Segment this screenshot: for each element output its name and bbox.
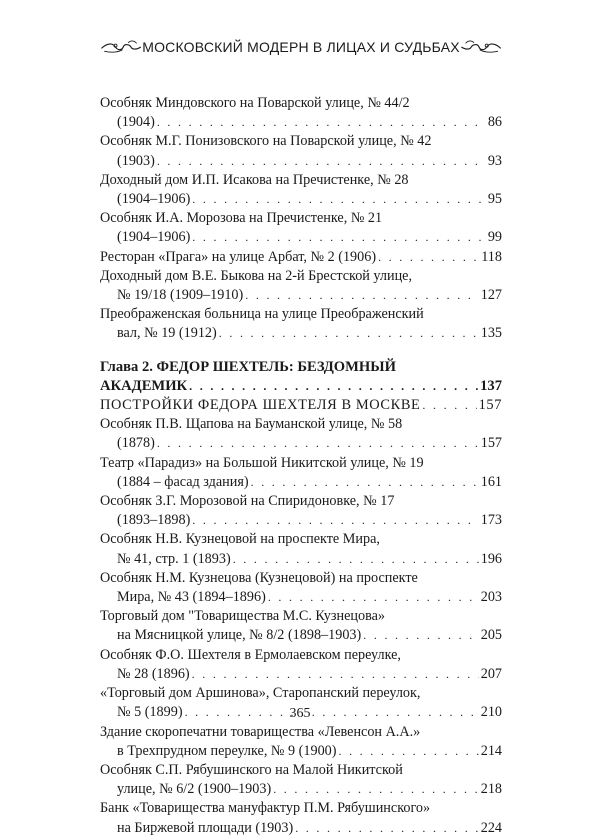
toc-page-number: 207 <box>480 665 502 682</box>
toc-page-number: 214 <box>480 742 502 759</box>
toc-entry-leader-line <box>100 588 502 607</box>
dot-leader <box>273 780 479 799</box>
dot-leader <box>363 626 478 645</box>
dot-leader <box>268 588 479 607</box>
dot-leader <box>295 819 479 838</box>
dot-leader <box>378 248 479 267</box>
toc-entry-text: № 5 (1899) <box>117 704 183 721</box>
dot-leader <box>157 152 486 171</box>
toc-entry <box>100 305 502 343</box>
dot-leader <box>219 324 479 343</box>
toc-page-number: 210 <box>480 704 502 721</box>
toc-entry-text: Доходный дом В.Е. Быкова на 2-й Брестской улице, <box>100 267 413 284</box>
toc-entry-text: (1893–1898) <box>117 512 191 529</box>
toc-page-number: 173 <box>480 512 502 529</box>
toc-entry <box>100 267 502 305</box>
toc-entry-leader-line <box>100 511 502 530</box>
toc-entry-leader-line <box>100 324 502 343</box>
table-of-contents <box>100 94 502 838</box>
toc-page-number: 99 <box>487 229 502 246</box>
dot-leader <box>233 550 479 569</box>
toc-entry <box>100 209 502 247</box>
toc-entry-leader-line <box>100 550 502 569</box>
dot-leader <box>192 190 486 209</box>
toc-page-number: 224 <box>480 819 502 836</box>
toc-page-number: 203 <box>480 589 502 606</box>
toc-entry-text: (1903) <box>117 152 155 169</box>
toc-entry <box>100 454 502 492</box>
toc-entry-leader-line <box>100 228 502 247</box>
dot-leader <box>245 286 478 305</box>
toc-page-number: 118 <box>481 248 502 265</box>
toc-entry-leader-line <box>100 780 502 799</box>
flourish-left-icon <box>100 35 142 59</box>
toc-entry-text: Мира, № 43 (1894–1896) <box>117 589 266 606</box>
toc-entry-leader-line <box>100 248 502 267</box>
toc-entry-text: Банк «Товарищества мануфактур П.М. Рябушинского» <box>100 800 431 817</box>
toc-page-number: 205 <box>480 627 502 644</box>
toc-entry <box>100 607 502 645</box>
toc-entry-text: АКАДЕМИК <box>100 377 188 394</box>
toc-entry-text: Особняк С.П. Рябушинского на Малой Никитской <box>100 761 403 778</box>
toc-entry-text: № 19/18 (1909–1910) <box>117 287 244 304</box>
dot-leader <box>192 665 479 684</box>
toc-page-number: 137 <box>480 377 502 394</box>
toc-entry-leader-line <box>100 377 502 396</box>
toc-entry-text: Глава 2. ФЕДОР ШЕХТЕЛЬ: БЕЗДОМНЫЙ <box>100 358 396 375</box>
toc-entry-text: Особняк П.В. Щапова на Бауманской улице, № 58 <box>100 416 403 433</box>
toc-entry-text: Особняк Н.В. Кузнецовой на проспекте Мира, <box>100 531 380 548</box>
dot-leader <box>189 377 478 396</box>
flourish-right-icon <box>460 35 502 59</box>
toc-entry <box>100 248 502 267</box>
toc-entry-leader-line <box>100 396 502 415</box>
dot-leader <box>251 473 479 492</box>
running-header <box>100 32 502 62</box>
toc-page-number: 218 <box>480 781 502 798</box>
toc-entry-text: Театр «Парадиз» на Большой Никитской улице, № 19 <box>100 454 424 471</box>
toc-entry-leader-line <box>100 434 502 453</box>
toc-page-number: 93 <box>487 152 502 169</box>
toc-page-number: 157 <box>478 397 502 414</box>
toc-entry <box>100 799 502 837</box>
toc-entry-text: Здание скоропечатни товарищества «Левенсон А.А.» <box>100 723 421 740</box>
toc-page-number: 86 <box>487 114 502 131</box>
toc-entry <box>100 569 502 607</box>
toc-entry-leader-line <box>100 742 502 761</box>
toc-entry-text: вал, № 19 (1912) <box>117 325 217 342</box>
toc-entry-leader-line <box>100 286 502 305</box>
running-header-title: МОСКОВСКИЙ МОДЕРН В ЛИЦАХ И СУДЬБАХ <box>142 39 460 55</box>
toc-entry-text: (1904–1906) <box>117 191 191 208</box>
page-number: 365 <box>289 706 311 721</box>
toc-entry-text: Особняк Ф.О. Шехтеля в Ермолаевском переулке, <box>100 646 401 663</box>
toc-entry <box>100 492 502 530</box>
toc-entry-text: ПОСТРОЙКИ ФЕДОРА ШЕХТЕЛЯ В МОСКВЕ <box>100 397 421 414</box>
dot-leader <box>192 228 486 247</box>
toc-entry-text: № 41, стр. 1 (1893) <box>117 550 231 567</box>
toc-entry-leader-line <box>100 113 502 132</box>
toc-entry <box>100 171 502 209</box>
toc-page-number: 196 <box>480 550 502 567</box>
toc-entry <box>100 530 502 568</box>
dot-leader <box>422 396 476 415</box>
toc-page-number: 161 <box>480 473 502 490</box>
toc-entry <box>100 132 502 170</box>
toc-entry-text: Особняк И.А. Морозова на Пречистенке, № 21 <box>100 210 383 227</box>
toc-entry <box>100 723 502 761</box>
toc-entry <box>100 646 502 684</box>
toc-entry-text: на Мясницкой улице, № 8/2 (1898–1903) <box>117 627 362 644</box>
toc-page-number: 127 <box>480 287 502 304</box>
toc-entry-leader-line <box>100 665 502 684</box>
toc-entry-text: в Трехпрудном переулке, № 9 (1900) <box>117 742 337 759</box>
toc-entry-text: на Биржевой площади (1903) <box>117 819 294 836</box>
toc-page-number: 157 <box>480 435 502 452</box>
toc-entry-text: Торговый дом "Товарищества М.С. Кузнецова» <box>100 608 385 625</box>
dot-leader <box>157 434 479 453</box>
toc-page-number: 135 <box>480 325 502 342</box>
toc-entry-text: Особняк М.Г. Понизовского на Поварской улице, № 42 <box>100 133 432 150</box>
toc-entry-text: (1884 – фасад здания) <box>117 473 249 490</box>
dot-leader <box>192 511 478 530</box>
dot-leader <box>338 742 478 761</box>
toc-chapter <box>100 358 502 396</box>
toc-entry-text: (1878) <box>117 435 155 452</box>
toc-entry-text: № 28 (1896) <box>117 665 190 682</box>
toc-entry-text: Особняк Н.М. Кузнецова (Кузнецовой) на проспекте <box>100 569 418 586</box>
dot-leader <box>157 113 486 132</box>
toc-entry <box>100 94 502 132</box>
toc-entry <box>100 415 502 453</box>
toc-page-number: 95 <box>487 191 502 208</box>
toc-entry-text: (1904–1906) <box>117 229 191 246</box>
toc-entry-text: Ресторан «Прага» на улице Арбат, № 2 (1906) <box>100 248 377 265</box>
toc-entry-text: Преображенская больница на улице Преображенский <box>100 306 424 323</box>
toc-entry-text: Особняк З.Г. Морозовой на Спиридоновке, № 17 <box>100 493 395 510</box>
toc-entry-text: Доходный дом И.П. Исакова на Пречистенке, № 28 <box>100 171 409 188</box>
toc-section-heading <box>100 396 502 415</box>
toc-entry-leader-line <box>100 152 502 171</box>
toc-entry-text: «Торговый дом Аршинова», Старопанский переулок, <box>100 685 421 702</box>
toc-entry-leader-line <box>100 819 502 838</box>
toc-entry-leader-line <box>100 473 502 492</box>
toc-entry <box>100 761 502 799</box>
toc-entry-text: улице, № 6/2 (1900–1903) <box>117 781 272 798</box>
toc-entry-leader-line <box>100 626 502 645</box>
toc-entry-text: Особняк Миндовского на Поварской улице, № 44/2 <box>100 95 410 111</box>
toc-entry-leader-line <box>100 190 502 209</box>
toc-entry-text: (1904) <box>117 114 155 131</box>
